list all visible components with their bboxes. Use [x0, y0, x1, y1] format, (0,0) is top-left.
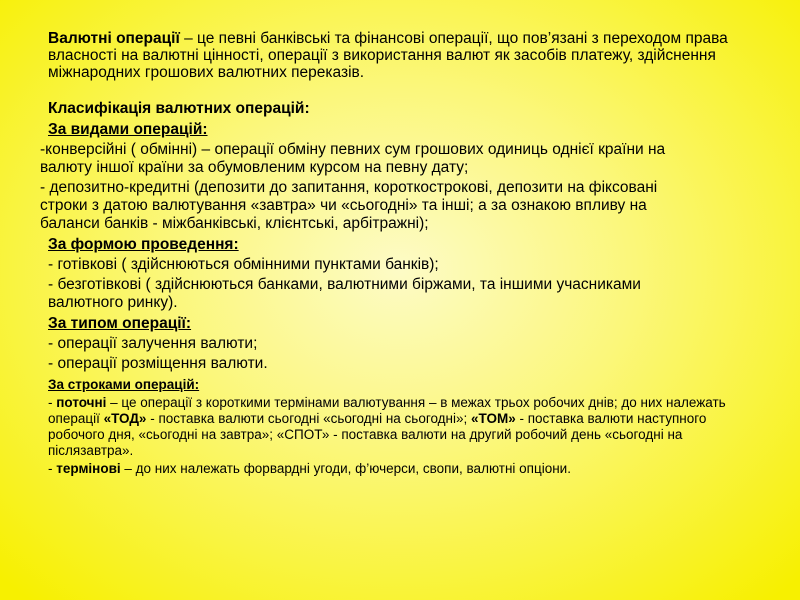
- by-type-title: За видами операцій:: [48, 121, 208, 138]
- by-operation-title: За типом операції:: [48, 315, 192, 332]
- by-operation-item-attract: - операції залучення валюти;: [48, 335, 258, 352]
- by-type-item-conversion: -конверсійні ( обмінні) – операції обміну певних сум грошових одиниць однієї країни на валюту іншої країни за обумовленим курсом на певну дату;: [40, 141, 666, 176]
- by-type-item-deposit: - депозитно-кредитні (депозити до запитання, короткострокові, депозити на фіксовані строки з датою валютування «завтра» чи «сьогодні» та інші; а за ознакою впливу на баланси банків - міжбанківські, клієнтські, арбітражні);: [40, 179, 658, 232]
- forward-prefix: -: [48, 461, 57, 476]
- intro-term: Валютні операції: [48, 30, 180, 47]
- intro-definition: – це певні банківські та фінансові операції, що пов’язані з переходом права власності на валютні цінності, операції з використання валют як засобів платежу, здійснення міжнародних грошових валютних переказів.: [48, 30, 728, 81]
- intro-paragraph: [0, 30, 738, 81]
- classification-heading: Класифікація валютних операцій:: [48, 100, 310, 117]
- forward-term: термінові: [56, 461, 121, 476]
- current-prefix: -: [48, 395, 57, 410]
- spacer: [0, 81, 800, 99]
- current-text-3: - поставка валюти наступного робочого дня, «сьогодні на завтра»; «СПОТ» - поставка валюти на другий робочий день «сьогодні на післязавтра».: [48, 411, 707, 458]
- by-terms-item-forward: [0, 461, 748, 477]
- by-terms-item-current: [0, 395, 748, 459]
- tom-label: «ТОМ»: [471, 411, 516, 426]
- by-form-item-cashless: - безготівкові ( здійснюються банками, валютними біржами, та іншими учасниками валютного ринку).: [48, 276, 641, 311]
- current-text-2: - поставка валюти сьогодні «сьогодні на сьогодні»;: [146, 411, 472, 426]
- by-operation-item-place: - операції розміщення валюти.: [48, 355, 268, 372]
- slide-content: [0, 30, 800, 479]
- current-term: поточні: [56, 395, 107, 410]
- by-form-title: За формою проведення:: [48, 236, 239, 253]
- tod-label: «ТОД»: [103, 411, 147, 426]
- by-terms-title: За строками операцій:: [48, 377, 200, 392]
- forward-text: – до них належать форвардні угоди, ф’ючерси, свопи, валютні опціони.: [120, 461, 571, 476]
- by-form-item-cash: - готівкові ( здійснюються обмінними пунктами банків);: [48, 256, 439, 273]
- current-text-1: – це операції з короткими термінами валютування – в межах трьох робочих днів; до них належать операції: [48, 395, 726, 426]
